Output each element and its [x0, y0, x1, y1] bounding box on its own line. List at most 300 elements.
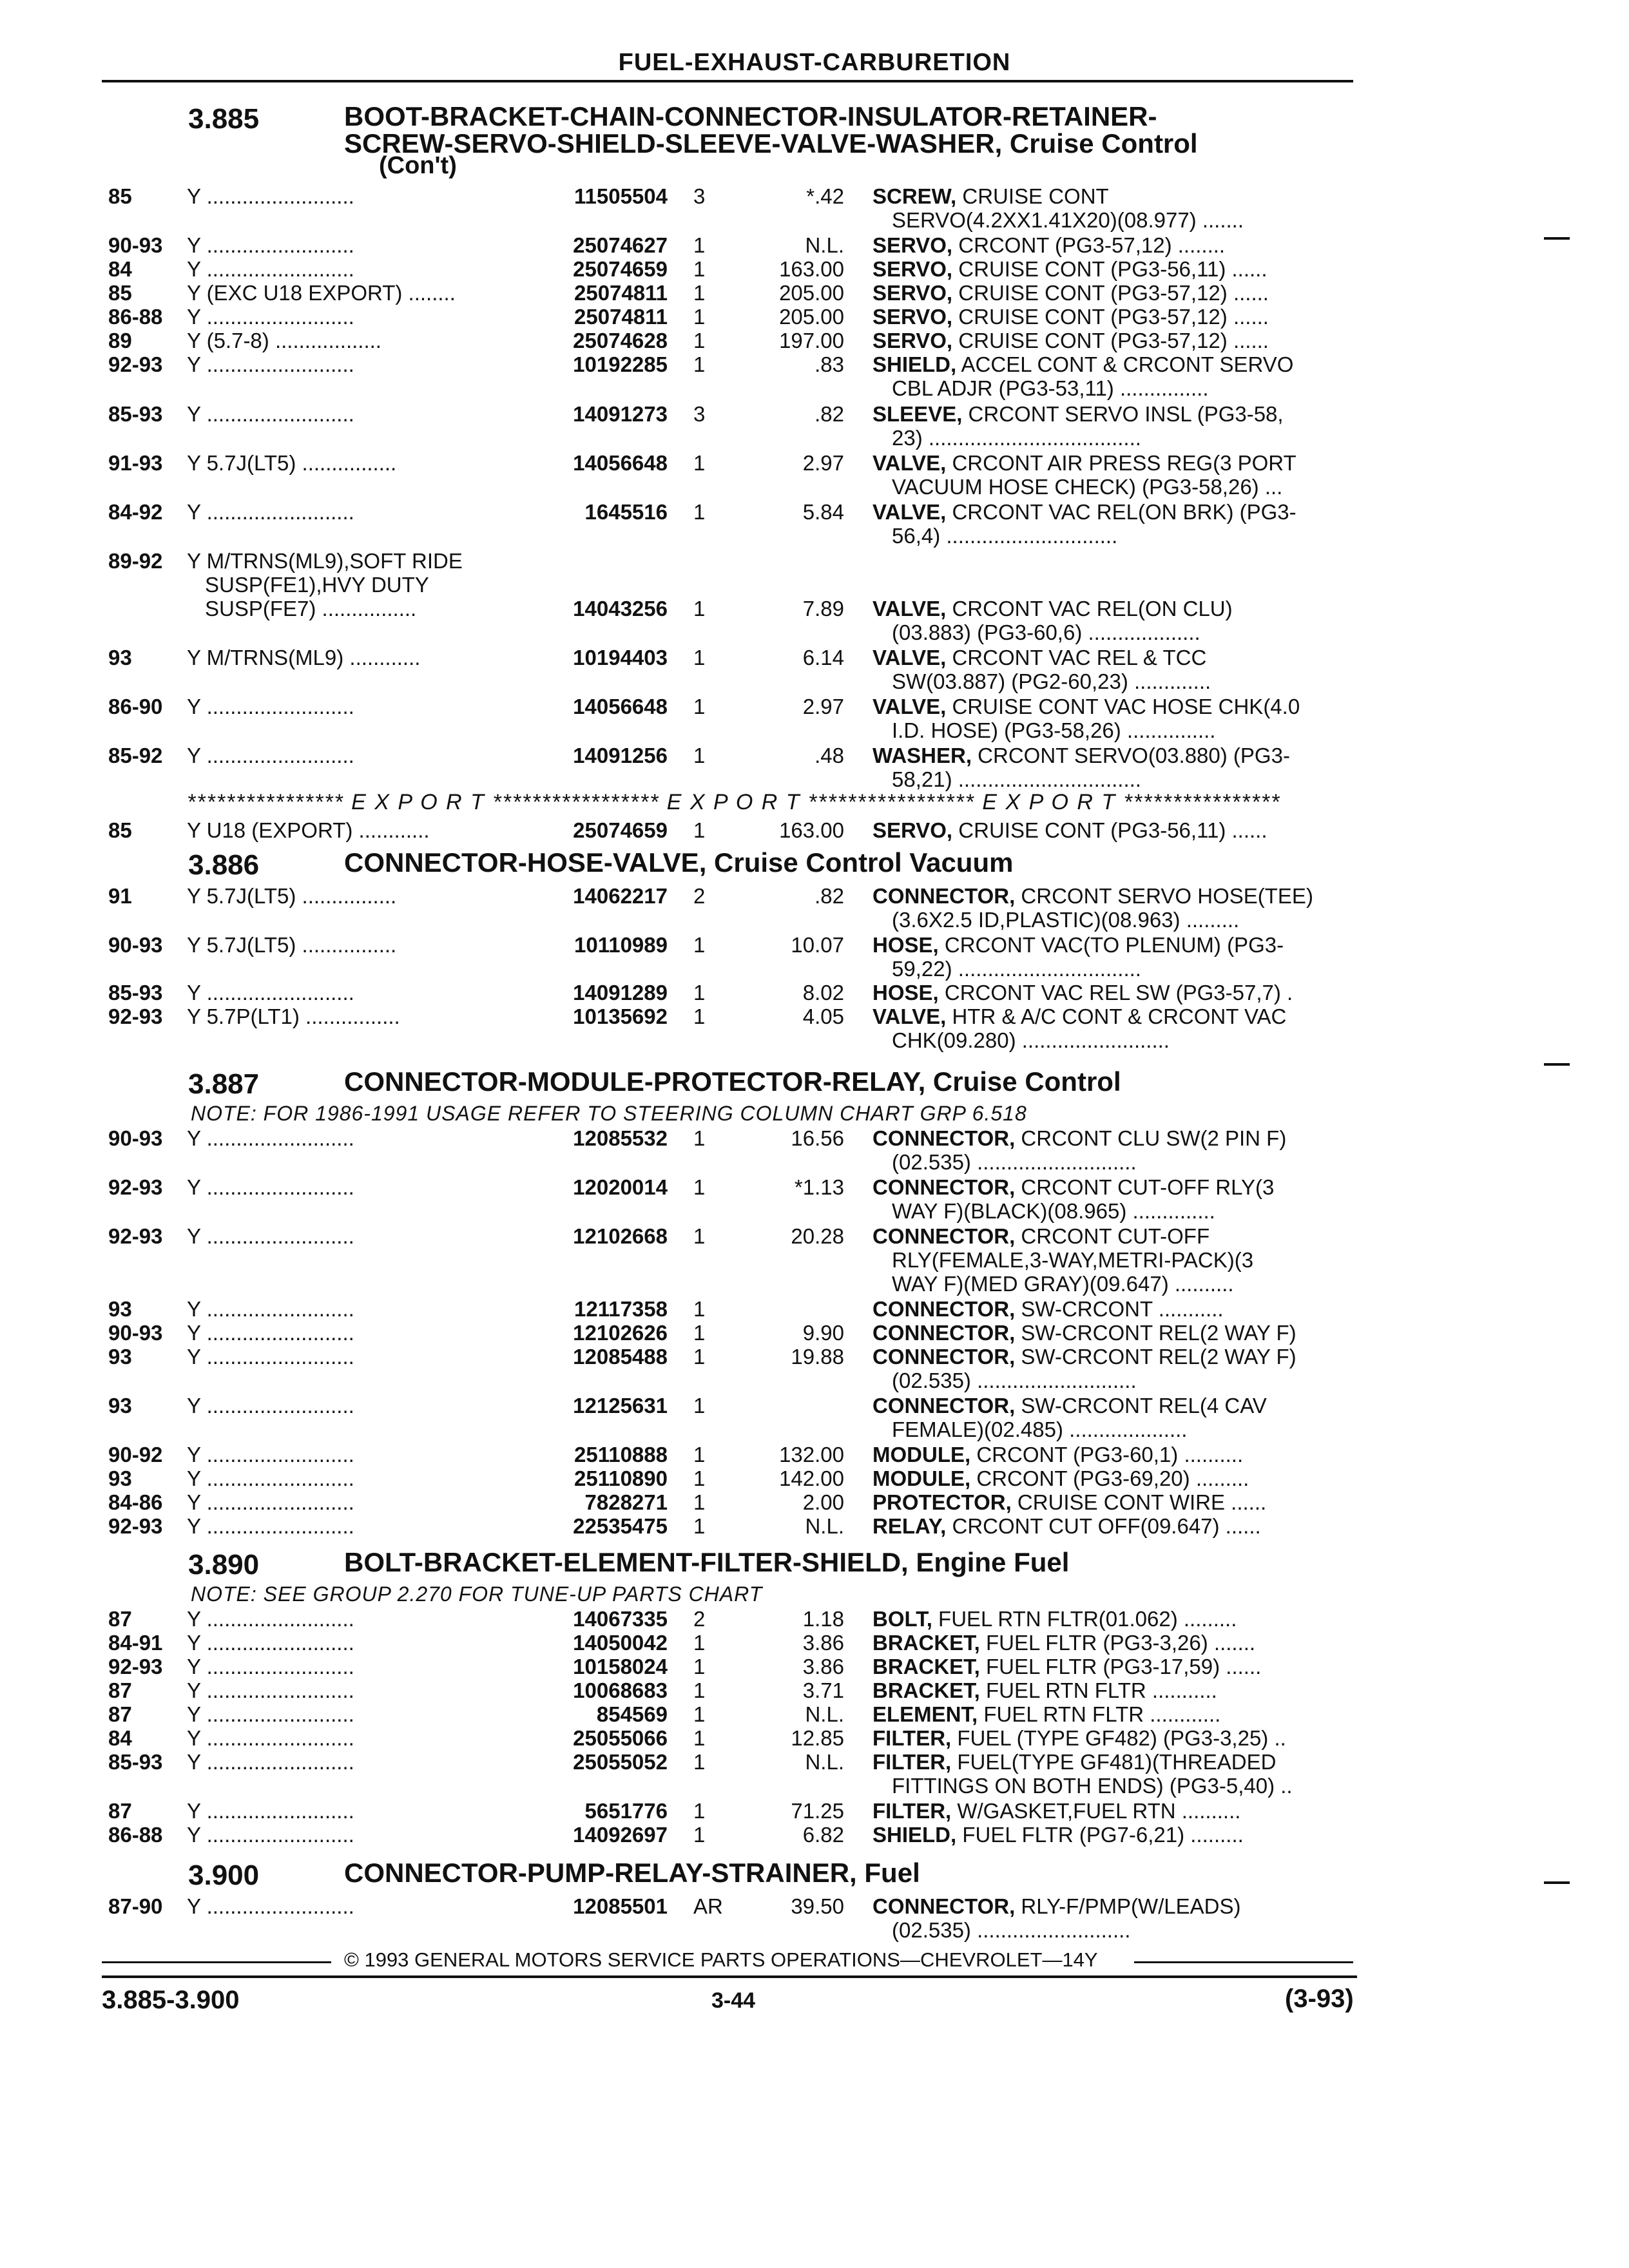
row-part-number: 7828271: [584, 1490, 668, 1514]
row-desc-text: CRCONT (PG3-60,1) ..........: [970, 1443, 1244, 1466]
row-qty: 1: [693, 1655, 706, 1678]
row-usage: Y .........................: [187, 1702, 354, 1726]
row-qty: 1: [693, 1466, 706, 1490]
row-year: 87: [108, 1799, 132, 1823]
row-description: [872, 281, 1349, 305]
row-desc-text: CRCONT CUT-OFF: [1015, 1224, 1210, 1248]
row-usage: Y .........................: [187, 1514, 354, 1538]
row-year: 90-93: [108, 1321, 163, 1345]
row-usage: Y .........................: [187, 402, 354, 426]
footer-rule: [102, 1975, 1357, 1978]
row-part-number: 14062217: [573, 884, 668, 908]
section-number: 3.886: [188, 849, 260, 881]
row-description: [872, 933, 1349, 957]
section-title-rest: Engine Fuel: [908, 1547, 1070, 1577]
row-qty: 1: [693, 818, 706, 842]
row-description: [872, 646, 1349, 669]
row-description-cont: CHK(09.280) .........................: [892, 1028, 1170, 1052]
row-qty: 1: [693, 695, 706, 718]
page-header: FUEL-EXHAUST-CARBURETION: [618, 49, 1011, 76]
row-price: N.L.: [805, 233, 844, 257]
row-part-number: 10135692: [573, 1004, 668, 1028]
row-price: 3.86: [802, 1631, 844, 1655]
row-description-cont: VACUUM HOSE CHECK) (PG3-58,26) ...: [892, 475, 1283, 499]
row-price: 39.50: [791, 1894, 844, 1918]
row-price: 71.25: [791, 1799, 844, 1823]
row-part-number: 5651776: [584, 1799, 668, 1823]
row-description: [872, 981, 1349, 1004]
section-title: [344, 1068, 1349, 1095]
row-usage: Y (5.7-8) ..................: [187, 329, 381, 352]
row-description-cont: 56,4) .............................: [892, 524, 1118, 548]
footer-date: (3-93): [1285, 1984, 1354, 2013]
section-title-bold: BOLT-BRACKET-ELEMENT-FILTER-SHIELD,: [344, 1547, 909, 1577]
row-usage: Y M/TRNS(ML9),SOFT RIDE: [187, 549, 463, 573]
row-description-cont: FITTINGS ON BOTH ENDS) (PG3-5,40) ..: [892, 1774, 1293, 1798]
row-price: 10.07: [791, 933, 844, 957]
row-usage: Y .........................: [187, 1466, 354, 1490]
row-desc-text: CRUISE CONT (PG3-56,11) ......: [952, 818, 1268, 842]
row-part-number: 14067335: [573, 1607, 668, 1631]
margin-mark: [1544, 1881, 1570, 1884]
row-year: 93: [108, 1297, 132, 1321]
row-desc-text: CRCONT AIR PRESS REG(3 PORT: [946, 451, 1296, 475]
row-part-number: 854569: [596, 1702, 668, 1726]
row-year: 84-91: [108, 1631, 163, 1655]
row-year: 85: [108, 184, 132, 208]
row-part-name: CONNECTOR,: [872, 1394, 1016, 1418]
row-part-number: 14056648: [573, 695, 668, 718]
row-desc-text: CRCONT CUT OFF(09.647) ......: [946, 1514, 1261, 1538]
row-description: [872, 184, 1349, 208]
section-title-rest: Fuel: [856, 1858, 920, 1888]
section-title-bold: CONNECTOR-MODULE-PROTECTOR-RELAY,: [344, 1066, 926, 1097]
row-part-name: VALVE,: [872, 1004, 947, 1028]
row-year: 89: [108, 329, 132, 352]
row-year: 87: [108, 1702, 132, 1726]
row-desc-text: FUEL RTN FLTR(01.062) .........: [932, 1607, 1237, 1631]
row-usage: Y 5.7J(LT5) ................: [187, 884, 397, 908]
row-part-name: FILTER,: [872, 1750, 952, 1774]
row-desc-text: CRCONT CUT-OFF RLY(3: [1015, 1175, 1275, 1199]
row-price: 19.88: [791, 1345, 844, 1369]
row-part-name: SERVO,: [872, 818, 953, 842]
header-rule: [102, 80, 1353, 82]
row-year: 87: [108, 1678, 132, 1702]
row-desc-text: FUEL FLTR (PG7-6,21) .........: [956, 1823, 1244, 1847]
row-usage: Y .........................: [187, 233, 354, 257]
row-description-cont: FEMALE)(02.485) ....................: [892, 1418, 1188, 1441]
row-qty: 1: [693, 1750, 706, 1774]
row-price: 6.14: [802, 646, 844, 669]
row-price: N.L.: [805, 1514, 844, 1538]
row-desc-text: SW-CRCONT REL(2 WAY F): [1015, 1345, 1296, 1369]
row-part-name: PROTECTOR,: [872, 1490, 1012, 1514]
row-desc-text: FUEL RTN FLTR ...........: [979, 1678, 1217, 1702]
section-title: [344, 1549, 1349, 1576]
row-desc-text: CRUISE CONT (PG3-57,12) ......: [952, 281, 1269, 305]
row-price: 132.00: [779, 1443, 844, 1466]
row-qty: 1: [693, 597, 706, 620]
row-usage: Y .........................: [187, 1297, 354, 1321]
row-description: [872, 329, 1349, 352]
row-part-number: 10068683: [573, 1678, 668, 1702]
row-description: [872, 1750, 1349, 1774]
row-part-number: 12085532: [573, 1126, 668, 1150]
row-year: 85-93: [108, 402, 163, 426]
row-description-cont: 23) ....................................: [892, 426, 1141, 450]
row-description: [872, 695, 1349, 718]
row-part-name: SLEEVE,: [872, 402, 963, 426]
row-part-name: BRACKET,: [872, 1678, 980, 1702]
row-price: 2.97: [802, 695, 844, 718]
row-qty: 1: [693, 1345, 706, 1369]
row-year: 93: [108, 1394, 132, 1418]
row-description-cont: 59,22) ...............................: [892, 957, 1141, 981]
row-year: 85: [108, 281, 132, 305]
row-description-cont: SERVO(4.2XX1.41X20)(08.977) .......: [892, 208, 1244, 232]
section-title-rest: Cruise Control: [925, 1066, 1121, 1097]
row-price: N.L.: [805, 1750, 844, 1774]
row-year: 86-90: [108, 695, 163, 718]
row-price: 163.00: [779, 257, 844, 281]
row-usage: Y (EXC U18 EXPORT) ........: [187, 281, 456, 305]
row-price: 142.00: [779, 1466, 844, 1490]
row-price: .48: [815, 744, 844, 767]
row-description: [872, 1443, 1349, 1466]
row-part-number: 11505504: [574, 184, 668, 208]
row-description: [872, 1726, 1349, 1750]
row-price: 4.05: [802, 1004, 844, 1028]
row-description: [872, 1702, 1349, 1726]
section-number: 3.890: [188, 1549, 260, 1581]
row-usage: Y .........................: [187, 1126, 354, 1150]
row-desc-text: HTR & A/C CONT & CRCONT VAC: [946, 1004, 1287, 1028]
section-title-bold: CONNECTOR-HOSE-VALVE,: [344, 847, 707, 878]
row-usage: Y .........................: [187, 1394, 354, 1418]
row-description: [872, 1799, 1349, 1823]
row-part-name: RELAY,: [872, 1514, 947, 1538]
row-qty: 1: [693, 1490, 706, 1514]
row-part-name: SCREW,: [872, 184, 957, 208]
row-description: [872, 352, 1349, 376]
row-desc-text: ACCEL CONT & CRCONT SERVO: [956, 352, 1294, 376]
row-part-name: CONNECTOR,: [872, 1345, 1016, 1369]
row-part-name: FILTER,: [872, 1726, 952, 1750]
row-desc-text: CRUISE CONT (PG3-57,12) ......: [952, 305, 1269, 329]
row-usage-cont: SUSP(FE1),HVY DUTY: [205, 573, 429, 597]
row-part-name: WASHER,: [872, 744, 972, 767]
row-part-name: SERVO,: [872, 281, 953, 305]
section-title-bold: CONNECTOR-PUMP-RELAY-STRAINER,: [344, 1858, 857, 1888]
row-part-name: BRACKET,: [872, 1655, 980, 1678]
row-part-name: FILTER,: [872, 1799, 952, 1823]
row-usage: Y .........................: [187, 1443, 354, 1466]
row-description: [872, 1607, 1349, 1631]
row-part-number: 25074659: [573, 818, 668, 842]
row-part-number: 14092697: [573, 1823, 668, 1847]
row-description: [872, 1823, 1349, 1847]
row-price: 16.56: [791, 1126, 844, 1150]
row-qty: 1: [693, 981, 706, 1004]
row-usage: Y .........................: [187, 352, 354, 376]
row-description: [872, 1126, 1349, 1150]
row-desc-text: FUEL RTN FLTR ............: [978, 1702, 1221, 1726]
footer-page-number: 3-44: [711, 1988, 756, 2013]
row-desc-text: CRUISE CONT: [956, 184, 1109, 208]
row-year: 91-93: [108, 451, 163, 475]
row-description-cont: (02.535) ...........................: [892, 1150, 1137, 1174]
row-description: [872, 744, 1349, 767]
row-usage: Y .........................: [187, 1175, 354, 1199]
row-year: 92-93: [108, 352, 163, 376]
row-qty: 1: [693, 1726, 706, 1750]
row-qty: 1: [693, 1175, 706, 1199]
row-part-number: 25074628: [573, 329, 668, 352]
row-year: 92-93: [108, 1224, 163, 1248]
row-part-number: 25074811: [574, 305, 668, 329]
row-part-name: ELEMENT,: [872, 1702, 978, 1726]
row-part-name: CONNECTOR,: [872, 1297, 1016, 1321]
row-qty: 3: [693, 402, 706, 426]
row-part-name: HOSE,: [872, 981, 939, 1004]
row-price: .83: [815, 352, 844, 376]
row-part-number: 25055052: [573, 1750, 668, 1774]
row-qty: 1: [693, 1394, 706, 1418]
row-usage-cont: SUSP(FE7) ................: [205, 597, 417, 620]
row-price: .82: [815, 884, 844, 908]
row-price: 197.00: [779, 329, 844, 352]
row-qty: 1: [693, 1702, 706, 1726]
section-continued: (Con't): [379, 152, 457, 179]
row-part-number: 14056648: [573, 451, 668, 475]
row-year: 90-93: [108, 233, 163, 257]
row-part-name: CONNECTOR,: [872, 1126, 1016, 1150]
row-description: [872, 451, 1349, 475]
row-part-name: CONNECTOR,: [872, 884, 1016, 908]
row-qty: 2: [693, 1607, 706, 1631]
row-year: 92-93: [108, 1655, 163, 1678]
row-price: 1.18: [802, 1607, 844, 1631]
row-description: [872, 1678, 1349, 1702]
row-usage: Y .........................: [187, 981, 354, 1004]
row-year: 86-88: [108, 1823, 163, 1847]
section-title: [344, 849, 1349, 876]
row-description: [872, 305, 1349, 329]
row-price: N.L.: [805, 1702, 844, 1726]
row-qty: AR: [693, 1894, 723, 1918]
row-year: 89-92: [108, 549, 163, 573]
section-note: NOTE: SEE GROUP 2.270 FOR TUNE-UP PARTS CHART: [191, 1582, 763, 1606]
row-price: 9.90: [802, 1321, 844, 1345]
row-part-name: SERVO,: [872, 257, 953, 281]
row-part-number: 14091273: [573, 402, 668, 426]
row-part-number: 14091256: [573, 744, 668, 767]
row-description: [872, 1345, 1349, 1369]
row-desc-text: CRUISE CONT (PG3-57,12) ......: [952, 329, 1269, 352]
row-desc-text: CRCONT VAC REL & TCC: [946, 646, 1207, 669]
row-description-cont: CBL ADJR (PG3-53,11) ...............: [892, 376, 1209, 400]
row-part-number: 10194403: [573, 646, 668, 669]
row-qty: 1: [693, 1799, 706, 1823]
row-description-cont: (02.535) ..........................: [892, 1918, 1131, 1942]
section-number: 3.900: [188, 1860, 260, 1891]
row-year: 91: [108, 884, 132, 908]
row-description: [872, 1631, 1349, 1655]
row-description: [872, 1004, 1349, 1028]
row-price: 163.00: [779, 818, 844, 842]
row-part-name: BOLT,: [872, 1607, 932, 1631]
row-year: 93: [108, 1466, 132, 1490]
row-price: 7.89: [802, 597, 844, 620]
row-desc-text: RLY-F/PMP(W/LEADS): [1015, 1894, 1241, 1918]
row-description-cont: SW(03.887) (PG2-60,23) .............: [892, 669, 1211, 693]
row-part-number: 14091289: [573, 981, 668, 1004]
row-price: 3.86: [802, 1655, 844, 1678]
row-usage: Y .........................: [187, 1655, 354, 1678]
row-part-number: 25110890: [574, 1466, 668, 1490]
row-price: 205.00: [779, 281, 844, 305]
row-description: [872, 1321, 1349, 1345]
row-qty: 1: [693, 1126, 706, 1150]
row-usage: Y .........................: [187, 1750, 354, 1774]
row-desc-text: SW-CRCONT ...........: [1015, 1297, 1224, 1321]
row-usage: Y 5.7J(LT5) ................: [187, 451, 397, 475]
row-year: 90-93: [108, 933, 163, 957]
row-desc-text: CRCONT VAC REL SW (PG3-57,7) .: [938, 981, 1293, 1004]
row-description-cont: WAY F)(MED GRAY)(09.647) ..........: [892, 1272, 1234, 1296]
row-desc-text: CRCONT SERVO HOSE(TEE): [1015, 884, 1313, 908]
row-part-number: 12085488: [573, 1345, 668, 1369]
row-qty: 1: [693, 1631, 706, 1655]
row-year: 87: [108, 1607, 132, 1631]
row-usage: Y .........................: [187, 184, 354, 208]
row-desc-text: CRCONT SERVO INSL (PG3-58,: [962, 402, 1284, 426]
row-qty: 1: [693, 1004, 706, 1028]
row-usage: Y .........................: [187, 695, 354, 718]
row-part-name: VALVE,: [872, 597, 947, 620]
row-description: [872, 1224, 1349, 1248]
row-part-name: SHIELD,: [872, 352, 957, 376]
margin-mark: [1544, 1063, 1570, 1066]
row-price: 205.00: [779, 305, 844, 329]
row-part-name: MODULE,: [872, 1466, 971, 1490]
row-year: 85: [108, 818, 132, 842]
row-description: [872, 402, 1349, 426]
row-description-cont: (3.6X2.5 ID,PLASTIC)(08.963) .........: [892, 908, 1240, 932]
row-part-name: SERVO,: [872, 233, 953, 257]
row-description: [872, 1514, 1349, 1538]
row-qty: 2: [693, 884, 706, 908]
footer-copyright: © 1993 GENERAL MOTORS SERVICE PARTS OPERATIONS—CHEVROLET—14Y: [344, 1948, 1098, 1971]
row-price: 12.85: [791, 1726, 844, 1750]
row-desc-text: SW-CRCONT REL(2 WAY F): [1015, 1321, 1296, 1345]
row-price: 3.71: [802, 1678, 844, 1702]
row-part-number: 25074659: [573, 257, 668, 281]
row-qty: 1: [693, 1443, 706, 1466]
row-usage: Y 5.7P(LT1) ................: [187, 1004, 400, 1028]
row-usage: Y .........................: [187, 1678, 354, 1702]
row-qty: 1: [693, 1678, 706, 1702]
row-qty: 1: [693, 1321, 706, 1345]
row-description: [872, 1655, 1349, 1678]
row-part-number: 10158024: [573, 1655, 668, 1678]
row-year: 84-92: [108, 500, 163, 524]
row-usage: Y .........................: [187, 1321, 354, 1345]
row-part-name: SHIELD,: [872, 1823, 957, 1847]
row-year: 85-93: [108, 1750, 163, 1774]
row-desc-text: FUEL (TYPE GF482) (PG3-3,25) ..: [951, 1726, 1286, 1750]
row-price: 8.02: [802, 981, 844, 1004]
row-part-number: 12117358: [574, 1297, 668, 1321]
row-qty: 1: [693, 744, 706, 767]
row-desc-text: CRCONT (PG3-57,12) ........: [952, 233, 1226, 257]
row-description: [872, 233, 1349, 257]
row-qty: 1: [693, 352, 706, 376]
footer-line-right: [1134, 1961, 1353, 1963]
row-qty: 1: [693, 1514, 706, 1538]
row-description: [872, 1490, 1349, 1514]
row-desc-text: FUEL(TYPE GF481)(THREADED: [951, 1750, 1277, 1774]
row-description: [872, 597, 1349, 620]
row-usage: Y 5.7J(LT5) ................: [187, 933, 397, 957]
row-description: [872, 884, 1349, 908]
row-description: [872, 1394, 1349, 1418]
row-part-number: 10110989: [574, 933, 668, 957]
row-year: 84: [108, 257, 132, 281]
row-year: 85-93: [108, 981, 163, 1004]
section-number: 3.887: [188, 1068, 260, 1100]
row-usage: Y .........................: [187, 305, 354, 329]
row-part-name: VALVE,: [872, 695, 947, 718]
row-part-name: MODULE,: [872, 1443, 971, 1466]
row-price: 6.82: [802, 1823, 844, 1847]
section-title-line2: SCREW-SERVO-SHIELD-SLEEVE-VALVE-WASHER,: [344, 128, 1003, 159]
row-desc-text: CRCONT VAC REL(ON BRK) (PG3-: [946, 500, 1296, 524]
row-part-name: SERVO,: [872, 305, 953, 329]
footer-line-left: [102, 1961, 331, 1963]
row-part-name: CONNECTOR,: [872, 1175, 1016, 1199]
row-qty: 1: [693, 1224, 706, 1248]
margin-mark: [1544, 237, 1570, 240]
row-qty: 1: [693, 1823, 706, 1847]
section-number: 3.885: [188, 103, 260, 135]
row-price: .82: [815, 402, 844, 426]
section-title-rest: Cruise Control Vacuum: [706, 847, 1014, 878]
section-note: NOTE: FOR 1986-1991 USAGE REFER TO STEERING COLUMN CHART GRP 6.518: [191, 1102, 1027, 1125]
row-usage: Y .........................: [187, 257, 354, 281]
row-part-name: VALVE,: [872, 646, 947, 669]
row-qty: 3: [693, 184, 706, 208]
row-part-name: CONNECTOR,: [872, 1894, 1016, 1918]
row-year: 86-88: [108, 305, 163, 329]
row-year: 92-93: [108, 1175, 163, 1199]
row-year: 90-92: [108, 1443, 163, 1466]
row-desc-text: CRUISE CONT VAC HOSE CHK(4.0: [946, 695, 1300, 718]
row-year: 84-86: [108, 1490, 163, 1514]
row-desc-text: CRUISE CONT WIRE ......: [1011, 1490, 1267, 1514]
row-part-name: CONNECTOR,: [872, 1321, 1016, 1345]
row-desc-text: CRCONT VAC REL(ON CLU): [946, 597, 1233, 620]
row-qty: 1: [693, 1297, 706, 1321]
row-description: [872, 257, 1349, 281]
row-qty: 1: [693, 500, 706, 524]
row-description: [872, 1894, 1349, 1918]
row-description: [872, 1175, 1349, 1199]
row-part-number: 25074811: [574, 281, 668, 305]
row-description: [872, 500, 1349, 524]
row-year: 84: [108, 1726, 132, 1750]
